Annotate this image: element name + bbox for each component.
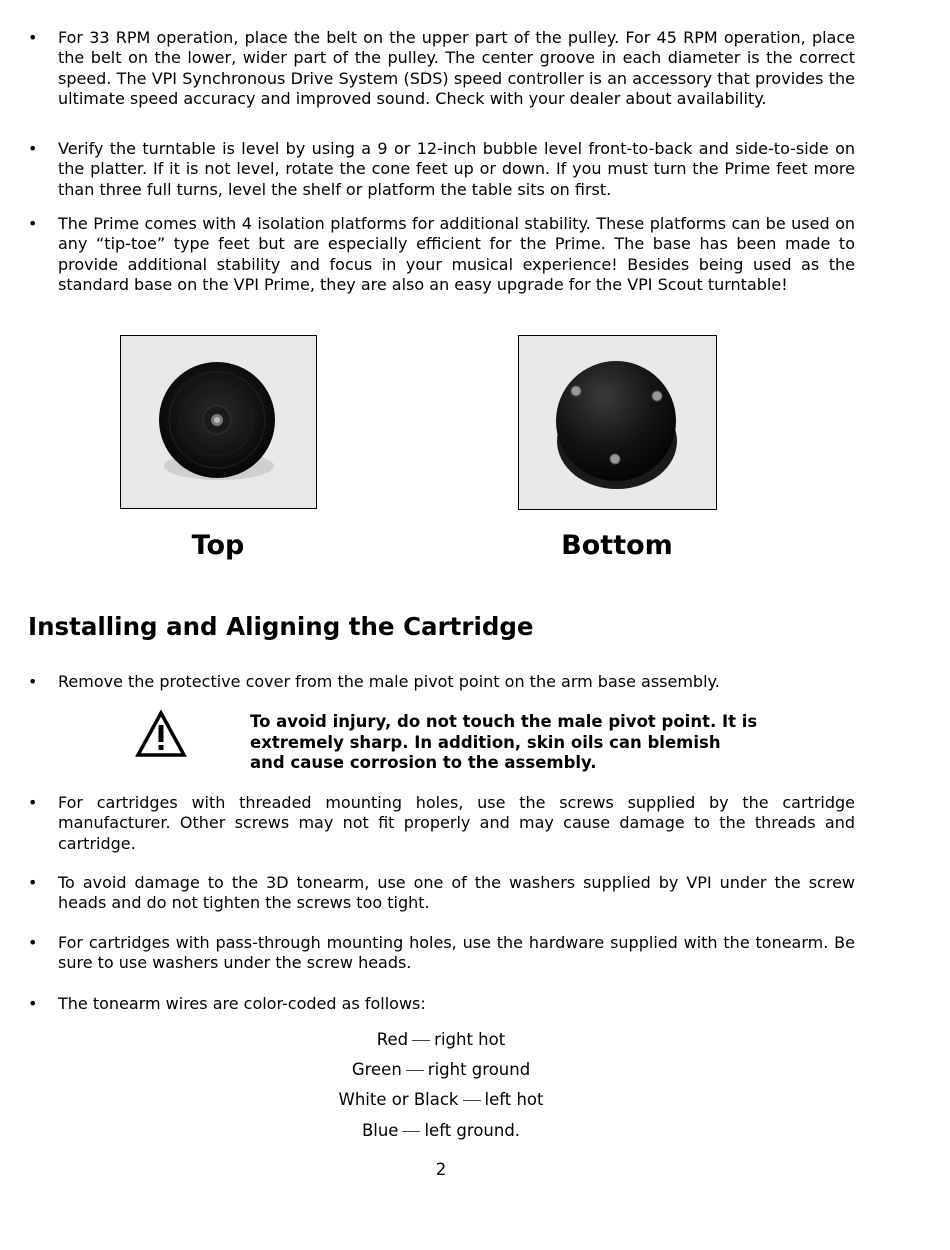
bullet-marker: • xyxy=(28,214,38,233)
bullet-text-washers: To avoid damage to the 3D tonearm, use one of the washers supplied by VPI under the screw heads and do not tighten the screws too tight. xyxy=(58,873,855,913)
bullet-marker: • xyxy=(28,873,38,892)
dash-icon xyxy=(412,1040,430,1041)
list-item xyxy=(28,139,855,200)
bullet-text-isolation: The Prime comes with 4 isolation platforms for additional stability. These platforms can be used on any “tip-toe” type feet but are especially efficient for the Prime. The base has been made to provide additional stability and focus in your musical experience! Besides being used as the standard base on the VPI Prime, they are also an easy upgrade for the VPI Scout turntable! xyxy=(58,214,855,294)
bullet-marker: • xyxy=(28,933,38,952)
bullet-text-remove-cover: Remove the protective cover from the male pivot point on the arm base assembly. xyxy=(58,672,720,691)
dash-icon xyxy=(402,1131,420,1132)
photo-platform-top xyxy=(120,335,317,509)
wire-entry-white-black xyxy=(230,1090,652,1109)
warning-triangle-icon xyxy=(135,710,187,758)
bullet-text-threaded: For cartridges with threaded mounting holes, use the screws supplied by the cartridge manufacturer. Other screws may not fit properly and may cause damage to the threads and cartridge. xyxy=(58,793,855,853)
bullet-text-level: Verify the turntable is level by using a 9 or 12-inch bubble level front-to-back and side-to-side on the platter. If it is not level, rotate the cone feet up or down. If you must turn the Prime feet more than three full turns, level the shelf or platform the table sits on first. xyxy=(58,139,855,199)
bullet-marker: • xyxy=(28,139,38,158)
bullet-text-pass-through: For cartridges with pass-through mounting holes, use the hardware supplied with the tonearm. Be sure to use washers under the screw heads. xyxy=(58,933,855,973)
wire-color: White or Black xyxy=(338,1090,459,1109)
wire-meaning: left hot xyxy=(484,1090,544,1109)
wire-color: Red xyxy=(376,1030,409,1049)
wire-color: Green xyxy=(351,1060,402,1079)
bullet-marker: • xyxy=(28,28,38,47)
bullet-text-rpm: For 33 RPM operation, place the belt on the upper part of the pulley. For 45 RPM operation, place the belt on the lower, wider part of the pulley. The center groove in each diameter is the correct speed. The VPI Synchronous Drive System (SDS) speed controller is an accessory that provides the ultimate speed accuracy and improved sound. Check with your dealer about availability. xyxy=(58,28,855,108)
wire-entry-green xyxy=(230,1060,652,1079)
wire-meaning: right hot xyxy=(434,1030,506,1049)
platform-top-image xyxy=(121,336,316,508)
bullet-text-wires: The tonearm wires are color-coded as follows: xyxy=(58,994,426,1013)
dash-icon xyxy=(406,1070,424,1071)
wire-entry-red xyxy=(230,1030,652,1049)
wire-color: Blue xyxy=(361,1121,399,1140)
section-title: Installing and Aligning the Cartridge xyxy=(28,612,534,641)
caption-bottom: Bottom xyxy=(561,530,673,561)
caption-top: Top xyxy=(191,530,245,561)
list-item xyxy=(28,994,855,1014)
dash-icon xyxy=(463,1100,481,1101)
bullet-marker: • xyxy=(28,672,38,691)
list-item xyxy=(28,793,855,854)
list-item xyxy=(28,933,855,974)
list-item xyxy=(28,672,855,692)
wire-meaning: left ground. xyxy=(424,1121,521,1140)
list-item xyxy=(28,873,855,914)
page-number: 2 xyxy=(435,1160,447,1179)
wire-entry-blue xyxy=(230,1121,652,1140)
platform-bottom-image xyxy=(519,336,716,509)
wire-meaning: right ground xyxy=(427,1060,531,1079)
photo-platform-bottom xyxy=(518,335,717,510)
bullet-marker: • xyxy=(28,994,38,1013)
list-item xyxy=(28,214,855,295)
list-item xyxy=(28,28,855,109)
warning-text: To avoid injury, do not touch the male pivot point. It is extremely sharp. In addition, skin oils can blemish and cause corrosion to the assembly. xyxy=(250,712,758,772)
bullet-marker: • xyxy=(28,793,38,812)
